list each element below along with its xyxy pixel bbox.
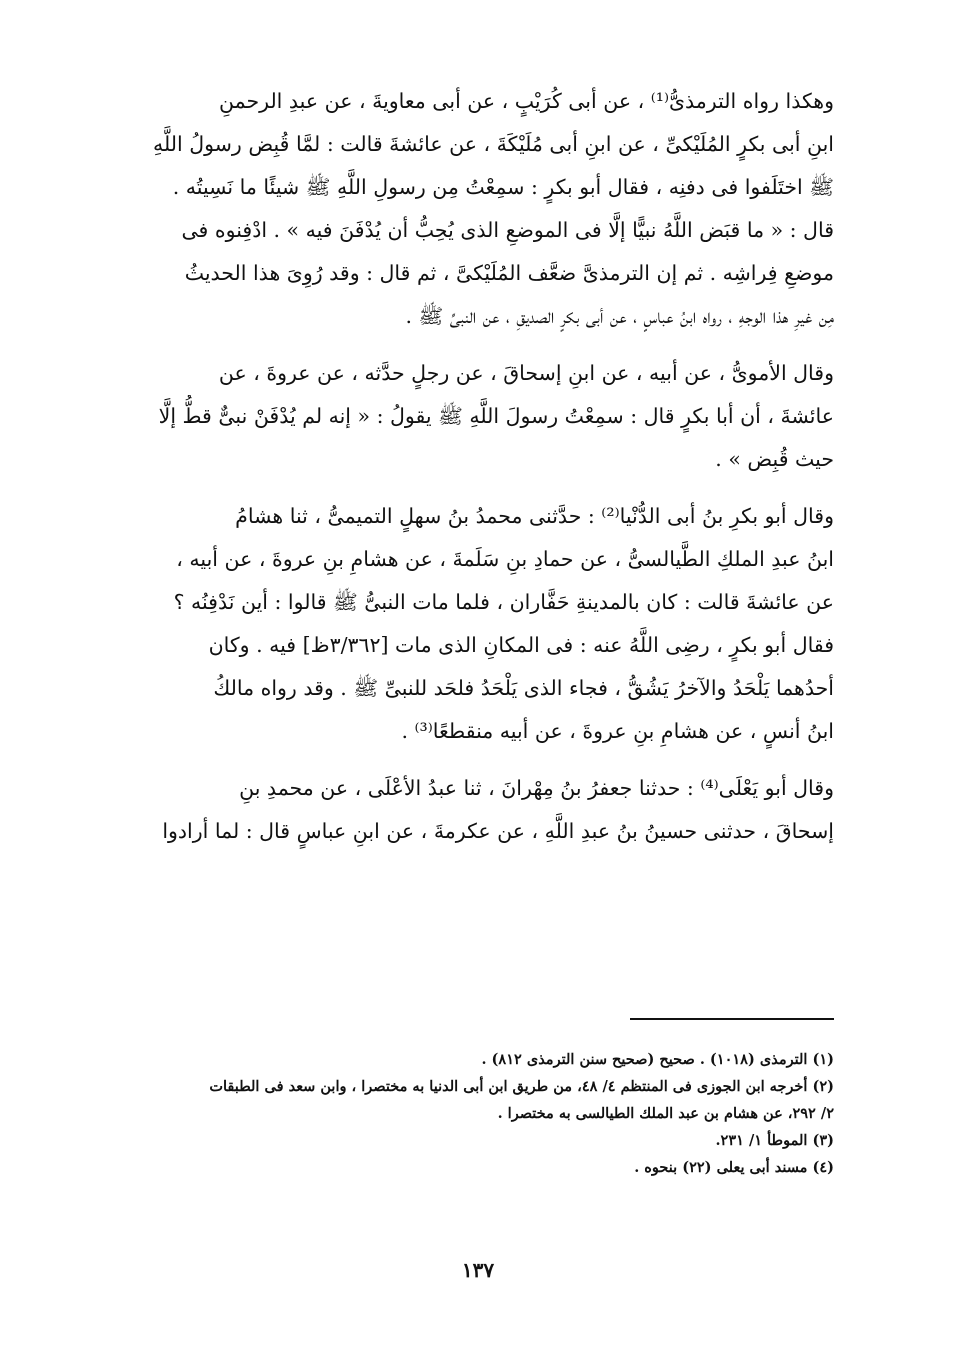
text-line: حيث قُبِض » . bbox=[715, 447, 834, 471]
footnote-2: (٢) أخرجه ابن الجوزى فى المنتظم ٤/ ٤٨، من طريق ابن أبى الدنيا به مختصرا ، وابن سعد فى الطبقات bbox=[209, 1078, 834, 1095]
text-line: ﷺ اختَلَفوا فى دفنِه ، فقال أبو بكرٍ : سمِعْتُ مِن رسولِ اللَّهِ ﷺ شيئًا ما نَسِيتُه . bbox=[172, 175, 834, 199]
text-line: وهكذا رواه الترمذىُّ⁽¹⁾ ، عن أبى كُرَيْبٍ ، عن أبى معاويةَ ، عن عبدِ الرحمنِ bbox=[219, 89, 834, 113]
paragraph-4 bbox=[122, 767, 834, 853]
text-line: إسحاقَ ، حدثنى حسينُ بنُ عبدِ اللَّهِ ، عن عكرمةَ ، عن ابنِ عباسٍ قال : لما أرادوا bbox=[162, 819, 834, 843]
paragraph-2 bbox=[122, 352, 834, 481]
text-line: ابنُ أنسٍ ، عن هشامِ بنِ عروةَ ، عن أبيه منقطعًا⁽³⁾ . bbox=[401, 719, 834, 743]
text-line: وقال أبو بكرِ بنُ أبى الدُّنْيا⁽²⁾ : حدَّثنى محمدُ بنُ سهلٍ التميمىُّ ، ثنا هشامُ bbox=[235, 504, 834, 528]
footnote-2-continued: ٢/ ٢٩٢، عن هشام بن عبد الملك الطيالسى به مختصرا . bbox=[497, 1105, 834, 1122]
footnote-1: (١) الترمذى (١٠١٨) . صحيح (صحيح سنن الترمذى ٨١٢) . bbox=[481, 1051, 834, 1068]
paragraph-1 bbox=[122, 80, 834, 338]
text-line: ابنِ أبى بكرٍ المُلَيْكىِّ ، عن ابنِ أبى مُلَيْكَةَ ، عن عائشةَ قالت : لمَّا قُبِض رسولُ اللَّهِ bbox=[153, 132, 834, 156]
text-line: عن عائشةَ قالت : كان بالمدينةِ حَفَّاران ، فلما مات النبىُّ ﷺ قالوا : أين نَدْفِنُه ؟ bbox=[173, 590, 834, 614]
page-number: ١٣٧ bbox=[461, 1258, 495, 1282]
paragraph-3 bbox=[122, 495, 834, 753]
text-line: وقال أبو يَعْلَى⁽⁴⁾ : حدثنا جعفرُ بنُ مِهْرانَ ، ثنا عبدُ الأعْلَى ، عن محمدِ بنِ bbox=[239, 776, 834, 800]
text-line: موضعِ فِراشِه . ثم إن الترمذىَّ ضعَّف المُلَيْكىَّ ، ثم قال : وقد رُوِىَ هذا الحديثُ bbox=[184, 261, 834, 285]
main-text bbox=[122, 80, 834, 867]
footnotes bbox=[122, 1046, 834, 1181]
text-line: عائشةَ ، أن أبا بكرٍ قال : سمِعْتُ رسولَ اللَّهِ ﷺ يقولُ : « إنه لم يُدْفَنْ نبىٌّ قطُّ إلَّا bbox=[158, 404, 834, 428]
text-line: ابنُ عبدِ الملكِ الطَّيالسىُّ ، عن حمادِ بنِ سَلَمةَ ، عن هشامِ بنِ عروةَ ، عن أبيه ، bbox=[176, 547, 834, 571]
text-line: قال : « ما قبَض اللَّهُ نبيًّا إلَّا فى الموضعِ الذى يُحِبُّ أن يُدْفَنَ فيه » . ادْفِنوه فى bbox=[181, 218, 834, 242]
text-line: أحدُهما يَلْحَدُ والآخرُ يَشُقُّ ، فجاء الذى يَلْحَدُ فلحَد للنبىِّ ﷺ . وقد رواه مالكُ bbox=[213, 676, 834, 700]
text-line: وقال الأموىُّ ، عن أبيه ، عن ابنِ إسحاقَ ، عن رجلٍ حدَّثه ، عن عروةَ ، عن bbox=[218, 361, 834, 385]
footnote-4: (٤) مسند أبى يعلى (٢٢) بنحوه . bbox=[634, 1159, 834, 1176]
text-line: فقال أبو بكرٍ ، رضِى اللَّهُ عنه : فى المكانِ الذى مات [٣/٣٦٢ظ] فيه . وكان bbox=[208, 633, 834, 657]
footnote-3: (٣) الموطأ ١/ ٢٣١. bbox=[715, 1132, 834, 1149]
text-line: مِن غيرِ هذا الوجهِ ، رواه ابنُ عباسٍ ، عن أبى بكرٍ الصديقِ ، عن النبىِّ ﷺ . bbox=[405, 304, 834, 328]
footnote-divider bbox=[630, 1018, 834, 1020]
